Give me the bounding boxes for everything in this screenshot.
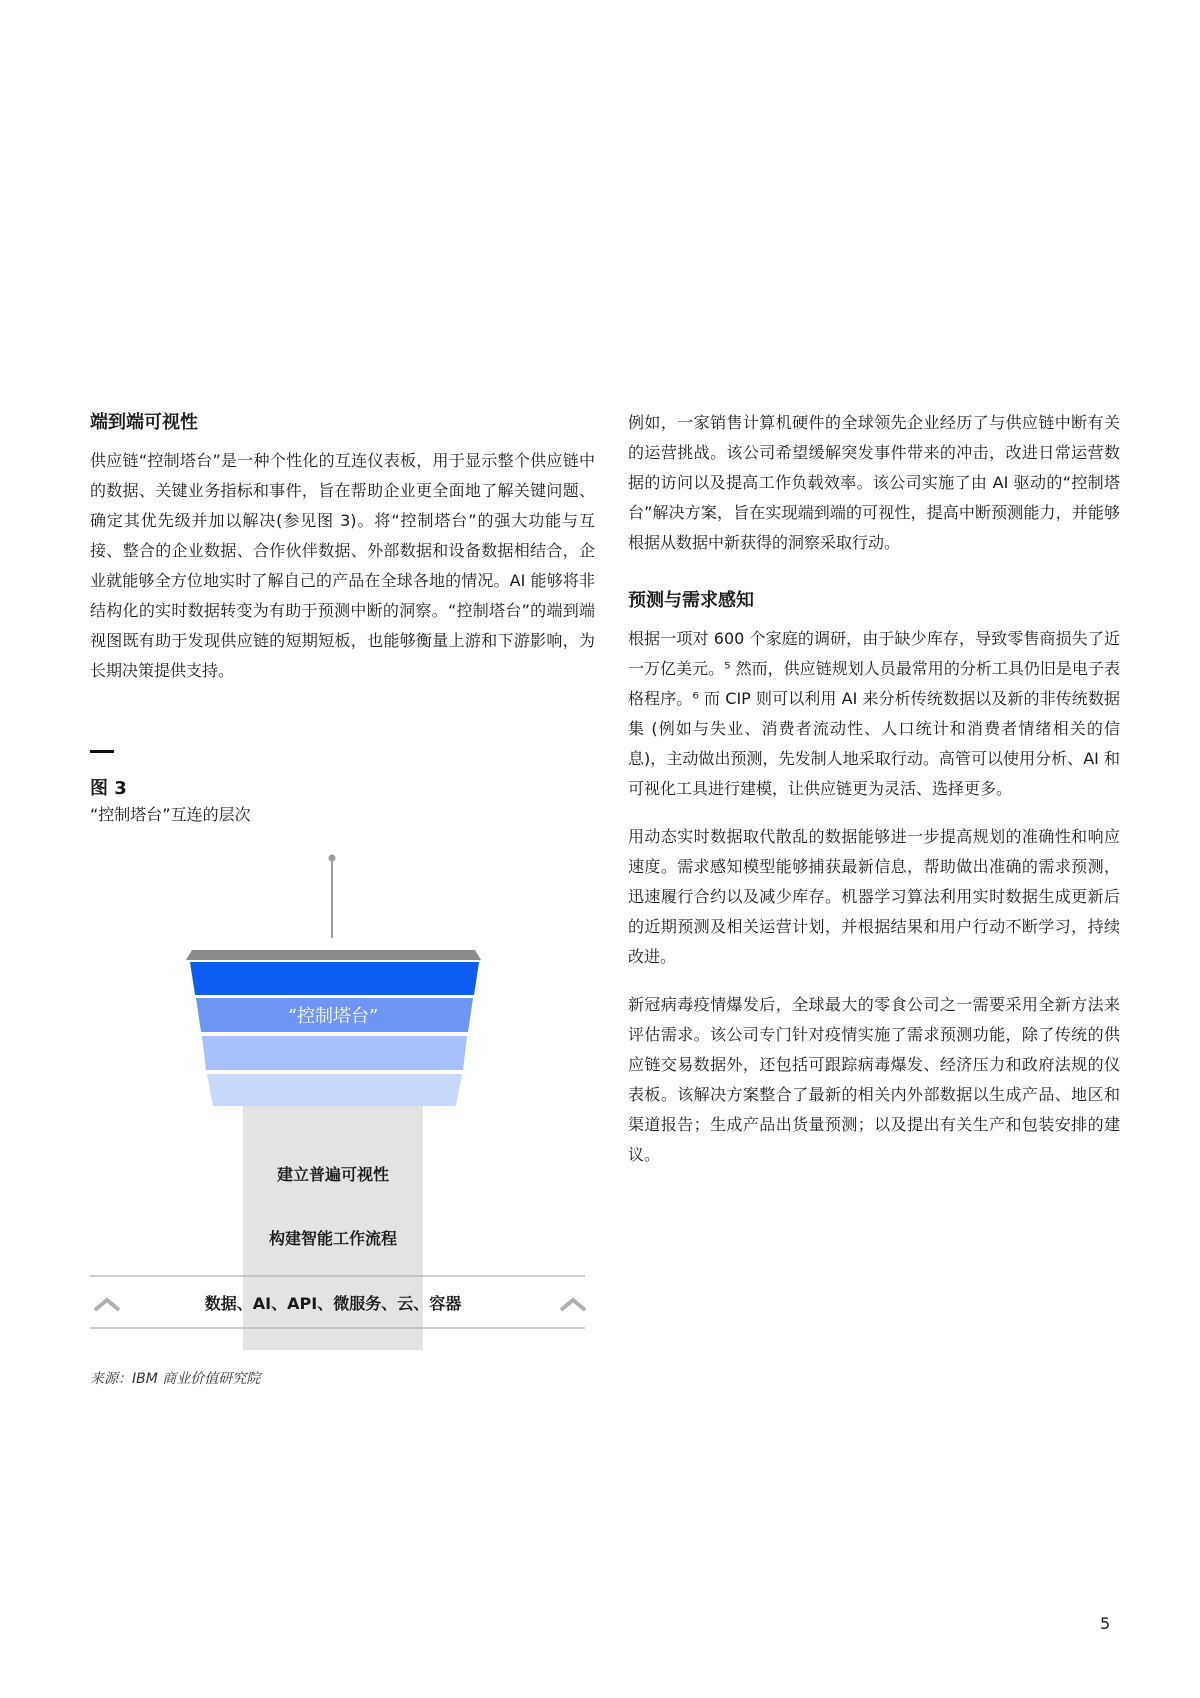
page-number: 5 <box>1100 1614 1111 1633</box>
paragraph-demand-sensing: 用动态实时数据取代散乱的数据能够进一步提高规划的准确性和响应速度。需求感知模型能够捕获最新信息，帮助做出准确的需求预测，迅速履行合约以及减少库存。机器学习算法利用实时数据生成更新后的近期预测及相关运营计划，并根据结果和用户行动不断学习，持续改进。 <box>628 827 1120 966</box>
paragraph-forecast: 根据一项对 600 个家庭的调研，由于缺少库存，导致零售商损失了近一万亿美元。⁵ 然而，供应链规划人员最常用的分析工具仍旧是电子表格程序。⁶ 而 CIP 则可以利用 AI 来分析传统数据以及新的非传统数据集 (例如与失业、消费者流动性、人口统计和消费者情绪相关的信息)，主动做出预测，先发制人地采取行动。高管可以使用分析、AI 和可视化工具进行建模，让供应链更为灵活、选择更多。 <box>628 629 1120 798</box>
tower-layer-4 <box>207 1074 462 1106</box>
layer-visibility-label: 建立普遍可视性 <box>276 1165 390 1184</box>
paragraph-example-hardware: 例如，一家销售计算机硬件的全球领先企业经历了与供应链中断有关的运营挑战。该公司希望缓解突发事件带来的冲击，改进日常运营数据的访问以及提高工作负载效率。该公司实施了由 AI 驱动的“控制塔台”解决方案，旨在实现端到端的可视性，提高中断预测能力，并能够根据从数据中新获得的洞察采取行动。 <box>628 413 1120 552</box>
chevron-up-icon-right <box>561 1300 585 1310</box>
figure-source: 来源：IBM 商业价值研究院 <box>90 1371 261 1387</box>
tower-roof <box>186 950 481 960</box>
tower-label: “控制塔台” <box>287 1006 379 1027</box>
paragraph-visibility: 供应链“控制塔台”是一种个性化的互连仪表板，用于显示整个供应链中的数据、关键业务指标和事件，旨在帮助企业更全面地了解关键问题、确定其优先级并加以解决(参见图 3)。将“控制塔台”的强大功能与互接、整合的企业数据、合作伙伴数据、外部数据和设备数据相结合，企业就能够全方位地实时了解自己的产品在全球各地的情况。AI 能够将非结构化的实时数据转变为有助于预测中断的洞察。“控制塔台”的端到端视图既有助于发现供应链的短期短板，也能够衡量上游和下游影响，为长期决策提供支持。 <box>90 451 595 680</box>
section-heading-forecast: 预测与需求感知 <box>628 590 754 611</box>
antenna-tip <box>329 855 336 862</box>
figure-caption: “控制塔台”互连的层次 <box>90 805 251 824</box>
layer-workflow-label: 构建智能工作流程 <box>268 1229 398 1248</box>
base-layer-label: 数据、AI、API、微服务、云、容器 <box>204 1294 462 1313</box>
tower-layer-3 <box>202 1036 467 1070</box>
paragraph-covid-example: 新冠病毒疫情爆发后，全球最大的零食公司之一需要采用全新方法来评估需求。该公司专门针对疫情实施了需求预测功能，除了传统的供应链交易数据外，还包括可跟踪病毒爆发、经济压力和政府法规的仪表板。该解决方案整合了最新的相关内外部数据以生成产品、地区和渠道报告；生成产品出货量预测；以及提出有关生产和包装安排的建议。 <box>628 995 1120 1164</box>
section-heading-visibility: 端到端可视性 <box>90 412 198 433</box>
right-column <box>628 408 1120 1170</box>
figure-number: 图 3 <box>90 778 127 799</box>
tower-layer-1 <box>190 962 479 995</box>
tower-column <box>243 1106 423 1350</box>
chevron-up-icon-left <box>95 1300 119 1310</box>
figure-separator <box>90 750 114 753</box>
left-column <box>90 408 595 686</box>
control-tower-diagram <box>90 850 590 1350</box>
